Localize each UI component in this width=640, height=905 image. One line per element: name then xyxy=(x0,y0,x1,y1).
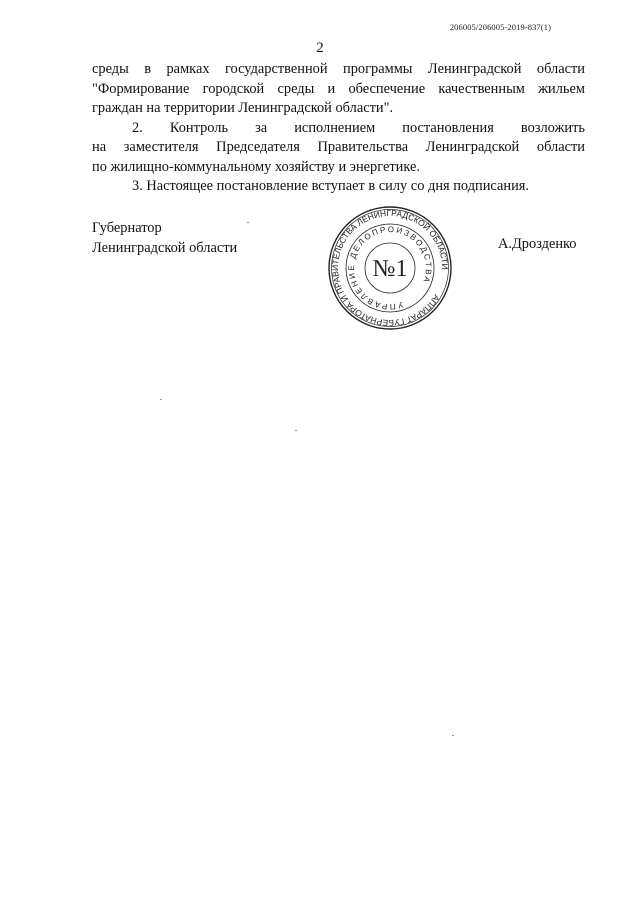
paragraph-1-line-3: граждан на территории Ленинградской области". xyxy=(92,100,394,116)
scan-speck xyxy=(160,399,162,400)
scan-speck xyxy=(452,735,454,736)
paragraph-3: 3. Настоящее постановление вступает в силу со дня подписания. xyxy=(132,178,530,194)
document-id: 206005/206005-2019-837(1) xyxy=(449,22,551,32)
official-seal xyxy=(327,205,453,331)
seal-number: №1 xyxy=(372,256,408,282)
page-number: 2 xyxy=(316,40,324,56)
body-text xyxy=(92,60,585,197)
scan-speck xyxy=(247,222,249,223)
signer-position xyxy=(92,218,237,258)
paragraph-2-line-1: 2. Контроль за исполнением постановления возложить xyxy=(132,119,585,136)
paragraph-2-line-3: по жилищно-коммунальному хозяйству и энергетике. xyxy=(92,158,420,175)
seal-inner-text: УПРАВЛЕНИЕ ДЕЛОПРОИЗВОДСТВА xyxy=(346,224,434,312)
paragraph-1-line-1: среды в рамках государственной программы Ленинградской области xyxy=(92,61,585,77)
seal-outer-text: АППАРАТ ГУБЕРНАТОРА И ПРАВИТЕЛЬСТВА ЛЕНИНГРАДСКОЙ ОБЛАСТИ xyxy=(329,207,451,329)
signer-position-line-1: Губернатор xyxy=(92,220,162,236)
paragraph-2-line-2: на заместителя Председателя Правительства Ленинградской области xyxy=(92,139,585,155)
scan-speck xyxy=(295,430,297,431)
signer-position-line-2: Ленинградской области xyxy=(92,240,238,256)
signer-name: А.Дрозденко xyxy=(498,236,577,252)
paragraph-1-line-2: "Формирование городской среды и обеспечение качественным жильем xyxy=(92,80,585,97)
